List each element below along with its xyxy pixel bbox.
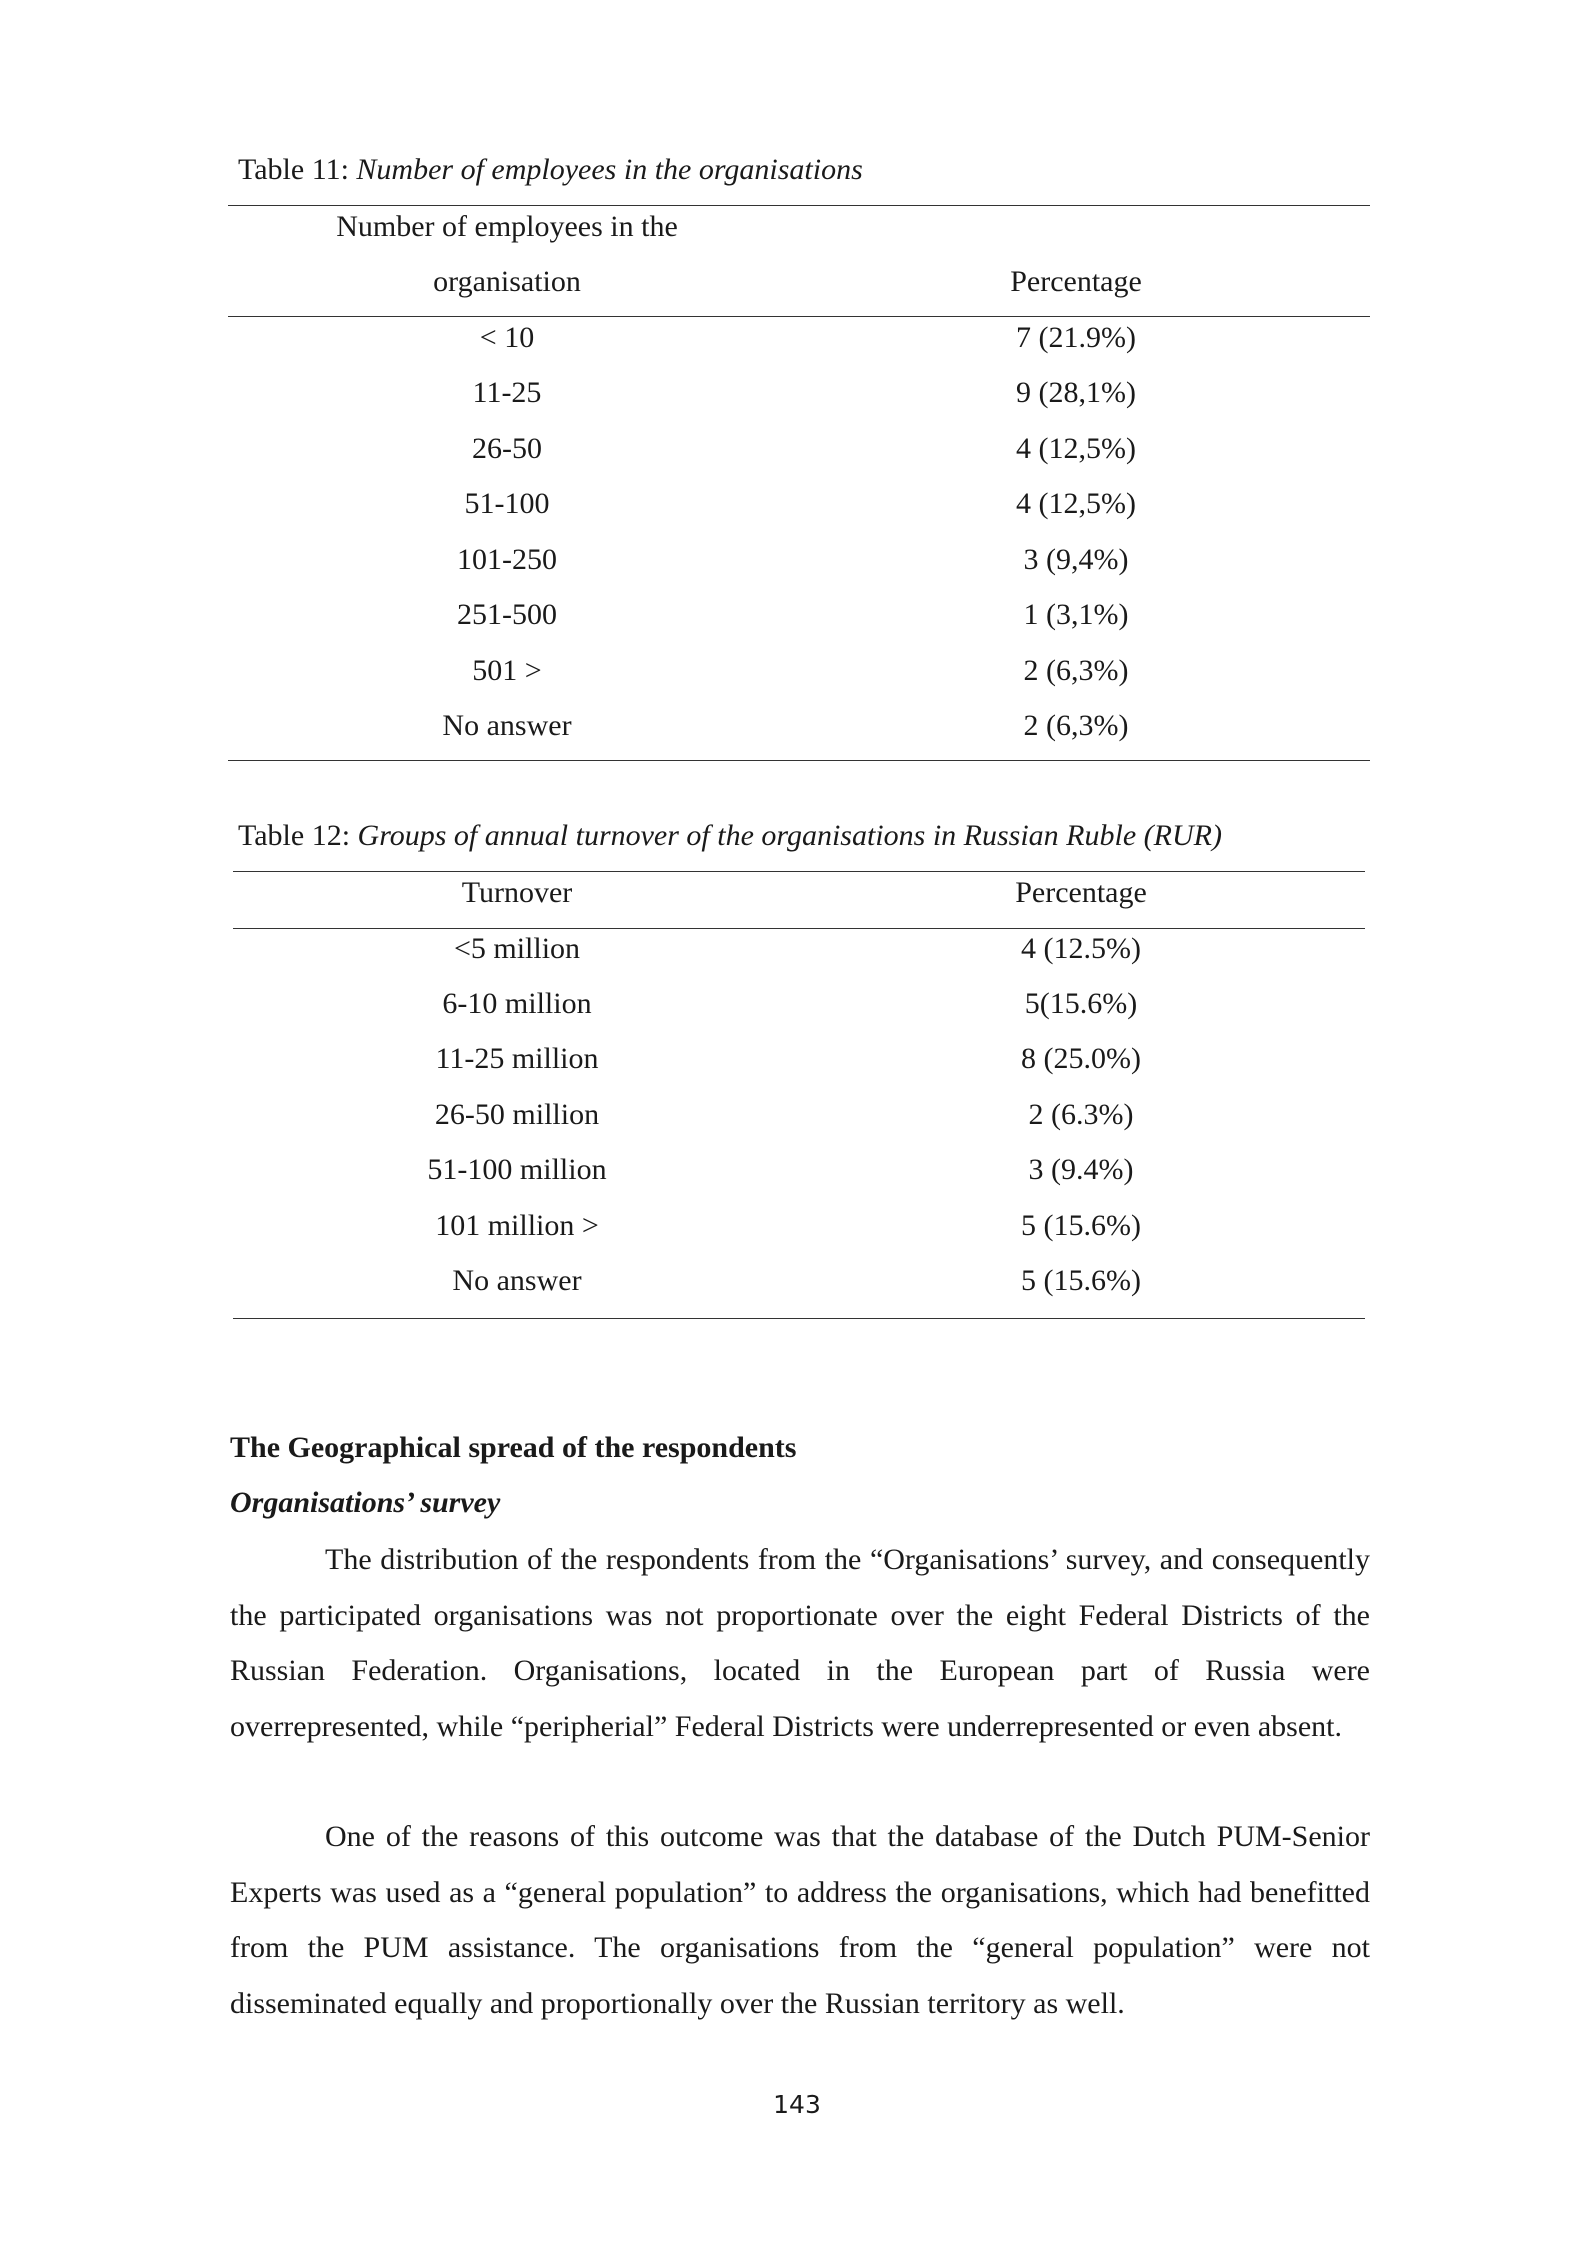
table-11-pct-cell: 4 (12,5%)	[1016, 487, 1136, 520]
table-12-pct-cell: 8 (25.0%)	[1021, 1042, 1141, 1075]
table-11-pct-cell: 2 (6,3%)	[1023, 654, 1129, 687]
table-11-label: Table 11:	[238, 153, 349, 186]
table-11-pct-cell: 7 (21.9%)	[1016, 321, 1136, 354]
table-12-pct-cell: 5 (15.6%)	[1021, 1209, 1141, 1242]
table-12-turnover-cell: 51-100 million	[427, 1153, 607, 1186]
table-11-header-col2: Percentage	[1010, 265, 1142, 298]
table-12-turnover-cell: 101 million >	[435, 1209, 599, 1242]
table-12-turnover-cell: 11-25 million	[435, 1042, 599, 1075]
section-heading: The Geographical spread of the respondents	[230, 1431, 797, 1464]
table-12-pct-cell: 5 (15.6%)	[1021, 1264, 1141, 1297]
table-11-size-cell: No answer	[442, 709, 572, 742]
body-paragraph-1: The distribution of the respondents from the “Organisations’ survey, and consequently the participated organisations was not proportionate over the eight Federal Districts of the Russian Federation. Organisations, located in the European part of Russia were overrepresented, while “peripherial” Federal Districts were underrepresented or even absent.	[230, 1543, 1370, 1743]
table-12-pct-cell: 4 (12.5%)	[1021, 932, 1141, 965]
table-12-pct-cell: 3 (9.4%)	[1028, 1153, 1134, 1186]
table-12-label: Table 12:	[238, 819, 351, 852]
table-12-turnover-cell: 6-10 million	[442, 987, 592, 1020]
table-12-turnover-cell: <5 million	[453, 932, 581, 965]
table-11-size-cell: 501 >	[472, 654, 542, 687]
table-11-size-cell: 51-100	[464, 487, 550, 520]
table-11-bottom-rule	[228, 760, 1370, 761]
table-11-header-col1-line2: organisation	[433, 265, 581, 298]
table-11-pct-cell: 4 (12,5%)	[1016, 432, 1136, 465]
table-11-pct-cell: 9 (28,1%)	[1016, 376, 1136, 409]
table-11-header-rule	[228, 316, 1370, 317]
table-11-size-cell: < 10	[479, 321, 535, 354]
body-paragraph-2: One of the reasons of this outcome was that the database of the Dutch PUM-Senior Experts was used as a “general population” to address the organisations, which had benefitted from the PUM assistance. The organisations from the “general population” were not disseminated equally and proportionally over the Russian territory as well.	[230, 1820, 1370, 2020]
table-11-header-col1-line1: Number of employees in the	[336, 210, 678, 243]
section-subheading: Organisations’ survey	[230, 1486, 501, 1519]
table-11-size-cell: 11-25	[472, 376, 542, 409]
table-11-size-cell: 251-500	[457, 598, 557, 631]
table-11-pct-cell: 3 (9,4%)	[1023, 543, 1129, 576]
table-12-title: Groups of annual turnover of the organisations in Russian Ruble (RUR)	[357, 819, 1222, 852]
table-12-turnover-cell: No answer	[452, 1264, 582, 1297]
table-12-pct-cell: 2 (6.3%)	[1028, 1098, 1134, 1131]
table-12-pct-cell: 5(15.6%)	[1024, 987, 1138, 1020]
table-12-header-col2: Percentage	[1015, 876, 1147, 909]
table-11-size-cell: 26-50	[472, 432, 542, 465]
table-12-bottom-rule	[233, 1318, 1365, 1319]
table-11-title: Number of employees in the organisations	[356, 153, 863, 186]
table-11-pct-cell: 1 (3,1%)	[1023, 598, 1129, 631]
table-12-top-rule	[233, 871, 1365, 872]
page-number: 143	[773, 2090, 821, 2119]
table-12-header-col1: Turnover	[461, 876, 573, 909]
table-12-caption	[238, 818, 1222, 854]
table-11-pct-cell: 2 (6,3%)	[1023, 709, 1129, 742]
table-11-top-rule	[228, 205, 1370, 206]
table-12-header-rule	[233, 928, 1365, 929]
table-11-size-cell: 101-250	[457, 543, 557, 576]
table-11-caption	[238, 152, 863, 188]
table-12-turnover-cell: 26-50 million	[434, 1098, 600, 1131]
